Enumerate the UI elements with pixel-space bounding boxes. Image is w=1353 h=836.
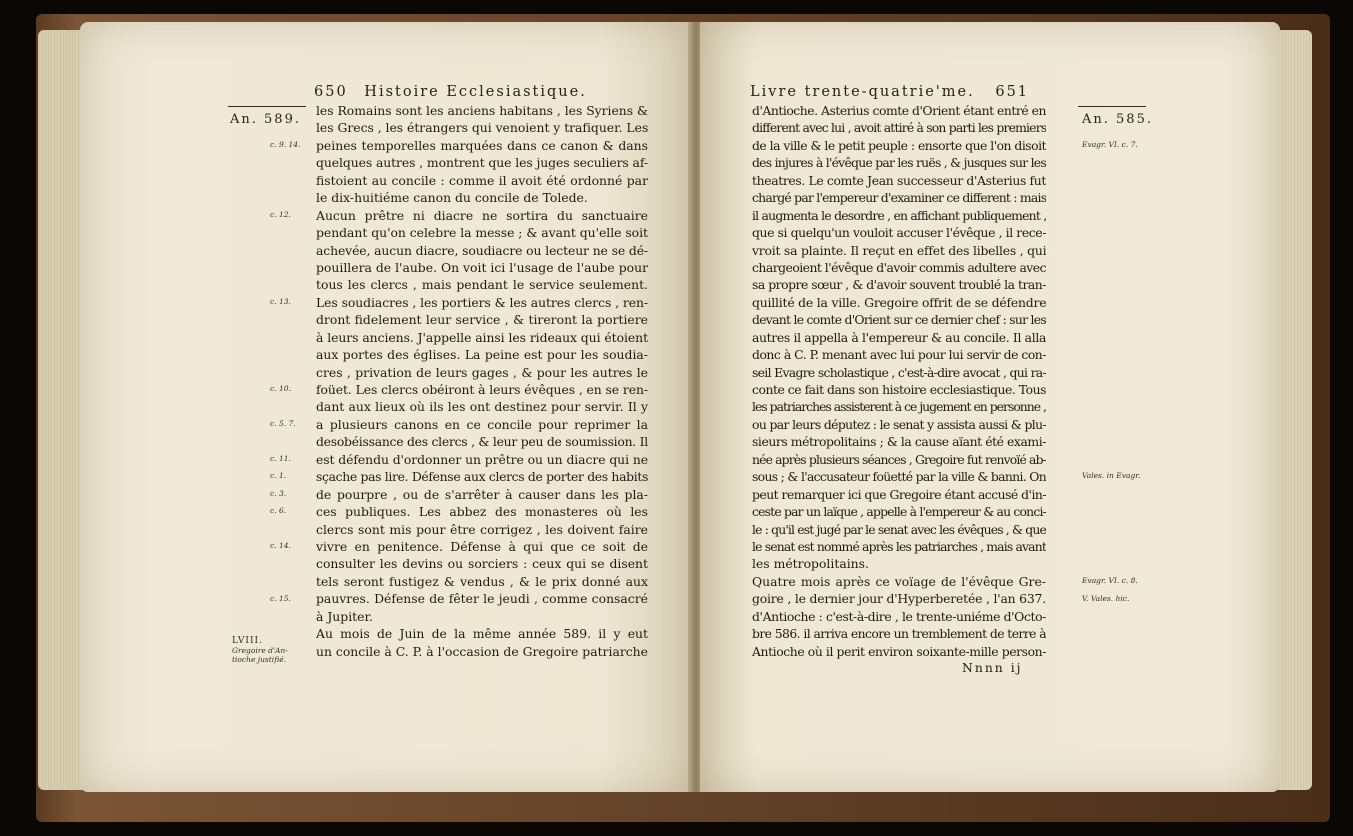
right-line: le : qu'il est jugé par le senat avec les évêques , & que <box>752 521 1046 537</box>
right-line: des injures à l'évêque par les ruës , & jusques sur les <box>752 155 1046 171</box>
left-margin-note: c. 15. <box>270 593 291 603</box>
left-year-marker: An. 589. <box>230 112 301 127</box>
right-line: les patriarches assisterent à ce jugement en personne , <box>752 399 1046 415</box>
left-line: fistoient au concile : comme il avoit été ordonné par <box>316 172 648 188</box>
left-year-rule <box>228 106 306 107</box>
right-margin-note: V. Vales. hic. <box>1082 593 1130 603</box>
right-line: que si quelqu'un vouloit accuser l'évêque , il rece- <box>752 225 1046 241</box>
left-margin-note: c. 10. <box>270 384 291 394</box>
left-page-number: 650 <box>314 84 348 100</box>
right-line: d'Antioche. Asterius comte d'Orient étant entré en <box>752 103 1046 118</box>
right-line: née après plusieurs séances , Gregoire fut renvoïé ab- <box>752 451 1046 467</box>
right-line: conte ce fait dans son histoire ecclesiastique. Tous <box>752 382 1046 397</box>
right-line: donc à C. P. menant avec lui pour lui servir de con- <box>752 347 1046 363</box>
right-line: ou par leurs députez : le senat y assista aussi & plu- <box>752 416 1046 432</box>
right-line: Quatre mois après ce voïage de l'évêque Gre- <box>752 573 1046 589</box>
left-line: aux portes des églises. La peine est pour les soudia- <box>316 347 648 363</box>
left-margin-note: c. 12. <box>270 209 291 219</box>
left-line: à Jupiter. <box>316 608 373 624</box>
right-line: le senat est nommé après les patriarches , mais avant <box>752 538 1046 554</box>
left-line: tous les clercs , mais pendant le service seulement. <box>316 277 648 293</box>
section-note-line-1: Gregoire d'An- <box>232 646 288 655</box>
right-line: goire , le dernier jour d'Hyperberetée , l'an 637. <box>752 591 1046 607</box>
right-line: devant le comte d'Orient sur ce dernier chef : sur les <box>752 312 1046 328</box>
left-line: peines temporelles marquées dans ce canon & dans <box>316 137 648 153</box>
right-year-rule <box>1078 106 1146 107</box>
signature-mark: Nnnn ij <box>962 660 1023 675</box>
left-margin-note: c. 14. <box>270 541 291 551</box>
right-line: autres il appella à l'empereur & au concile. Il alla <box>752 329 1046 345</box>
right-line: peut remarquer ici que Gregoire étant accusé d'in- <box>752 486 1046 502</box>
right-line: sous ; & l'accusateur foüetté par la ville & banni. On <box>752 469 1046 485</box>
left-line: consulter les devins ou sorciers : ceux qui se disent <box>316 556 648 572</box>
right-page-edges <box>1278 30 1312 790</box>
left-line: dant aux lieux où ils les ont destinez pour servir. Il y <box>316 399 648 415</box>
left-line: dront fidelement leur service , & tireront la portiere <box>316 312 648 328</box>
left-page-header <box>314 84 587 100</box>
right-line: les métropolitains. <box>752 556 869 572</box>
left-margin-note: c. 13. <box>270 296 291 306</box>
right-line: chargé par l'empereur d'examiner ce different : mais <box>752 190 1046 206</box>
section-note-line-2: tioche justifié. <box>232 655 287 664</box>
right-line: vroit sa plainte. Il reçut en effet des libelles , qui <box>752 242 1046 258</box>
left-line: de pourpre , ou de s'arrêter à causer dans les pla- <box>316 486 648 502</box>
left-line: pauvres. Défense de fêter le jeudi , comme consacré <box>316 591 648 607</box>
left-body-text <box>316 102 648 660</box>
left-line: cres , privation de leurs gages , & pour les autres le <box>316 364 648 380</box>
left-line: desobéissance des clercs , & leur peu de soumission. Il <box>316 434 648 450</box>
left-line: un concile à C. P. à l'occasion de Gregoire patriarche <box>316 643 648 659</box>
right-line: sieurs métropolitains ; & la cause aïant été exami- <box>752 434 1046 450</box>
left-line: pouillera de l'aube. On voit ici l'usage de l'aube pour <box>316 259 648 275</box>
right-line: quillité de la ville. Gregoire offrit de se défendre <box>752 294 1046 310</box>
left-line: les Grecs , les étrangers qui venoient y trafiquer. Les <box>316 120 648 136</box>
left-margin-note: c. 9. 14. <box>270 139 301 149</box>
section-note <box>232 637 308 664</box>
left-line: les Romains sont les anciens habitans , les Syriens & <box>316 103 648 118</box>
left-page-edges <box>38 30 84 790</box>
right-margin-note: Evagr. VI. c. 8. <box>1082 576 1138 586</box>
right-page-header <box>750 84 1029 100</box>
left-line: le dix-huitiéme canon du concile de Tolede. <box>316 190 588 206</box>
left-line: pendant qu'on celebre la messe ; & avant qu'elle soit <box>316 225 648 241</box>
left-margin-note: c. 5. 7. <box>270 419 296 429</box>
left-margin-note: c. 3. <box>270 488 287 498</box>
left-line: vivre en penitence. Défense à qui que ce soit de <box>316 538 648 554</box>
left-margin-note: c. 11. <box>270 454 291 463</box>
left-running-title: Histoire Ecclesiastique. <box>364 84 587 100</box>
left-line: clercs sont mis pour être corrigez , les doivent faire <box>316 521 648 537</box>
left-margin-note: c. 1. <box>270 471 287 481</box>
right-running-title: Livre trente-quatrie'me. <box>750 84 975 100</box>
left-margin-note: c. 6. <box>270 506 287 516</box>
left-line: est défendu d'ordonner un prêtre ou un diacre qui ne <box>316 451 648 467</box>
right-line: bre 586. il arriva encore un tremblement de terre à <box>752 626 1046 642</box>
right-line: chargeoient l'évêque d'avoir commis adultere avec <box>752 259 1046 275</box>
left-line: a plusieurs canons en ce concile pour reprimer la <box>316 416 648 432</box>
right-line: Antioche où il perit environ soixante-mille person- <box>752 643 1046 659</box>
right-line: different avec lui , avoit attiré à son parti les premiers <box>752 120 1046 136</box>
left-line: Au mois de Juin de la même année 589. il y eut <box>316 626 648 642</box>
left-line: achevée, aucun diacre, soudiacre ou lecteur ne se dé- <box>316 242 648 258</box>
left-line: à leurs anciens. J'appelle ainsi les rideaux qui étoient <box>316 329 648 345</box>
left-line: sçache pas lire. Défense aux clercs de porter des habits <box>316 469 648 485</box>
right-line: il augmenta le desordre , en affichant publiquement , <box>752 207 1046 223</box>
right-line: de la ville & le petit peuple : ensorte que l'on disoit <box>752 137 1046 153</box>
right-body-text <box>752 102 1046 660</box>
left-line: tels seront fustigez & vendus , & le prix donné aux <box>316 573 648 589</box>
right-year-marker: An. 585. <box>1082 112 1153 127</box>
right-line: theatres. Le comte Jean successeur d'Asterius fut <box>752 172 1046 188</box>
right-line: ceste par un laïque , appelle à l'empereur & au conci- <box>752 504 1046 520</box>
left-line: Aucun prêtre ni diacre ne sortira du sanctuaire <box>316 207 648 223</box>
right-margin-note: Evagr. VI. c. 7. <box>1082 139 1138 149</box>
right-line: d'Antioche : c'est-à-dire , le trente-uniéme d'Octo- <box>752 608 1046 624</box>
left-line: foüet. Les clercs obéiront à leurs évêques , en se ren- <box>316 382 648 397</box>
left-line: Les soudiacres , les portiers & les autres clercs , ren- <box>316 294 648 310</box>
right-line: seil Evagre scholastique , c'est-à-dire avocat , qui ra- <box>752 364 1046 380</box>
right-margin-note: Vales. in Evagr. <box>1082 471 1141 481</box>
right-page-number: 651 <box>995 84 1030 100</box>
section-number: LVIII. <box>232 636 263 646</box>
right-line: sa propre sœur , & d'avoir souvent troublé la tran- <box>752 277 1046 293</box>
left-line: ces publiques. Les abbez des monasteres où les <box>316 504 648 520</box>
left-line: quelques autres , montrent que les juges seculiers af- <box>316 155 648 171</box>
